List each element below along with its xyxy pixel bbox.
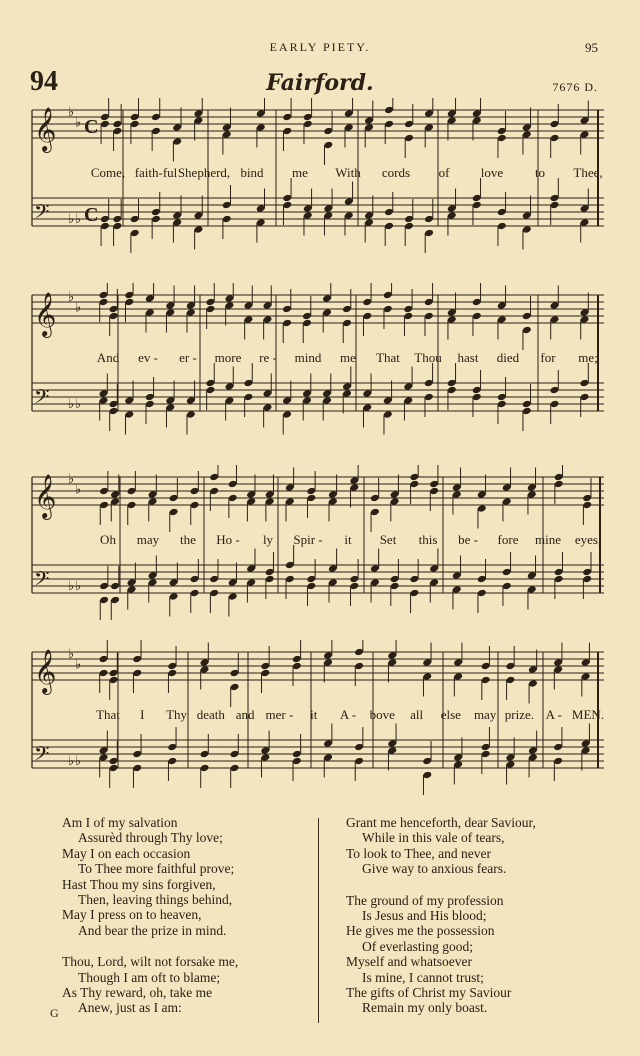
lyric-syllable: me [292, 165, 308, 180]
lyric-syllable: ev - [138, 350, 158, 365]
lyric-syllable: re - [259, 350, 277, 365]
treble-clef-icon: 𝄞 [34, 474, 57, 518]
lyric-syllable: it [310, 707, 318, 722]
flat-icon: ♭ [75, 397, 82, 412]
verse-line: As Thy reward, oh, take me [62, 985, 213, 1001]
lyric-syllable: Oh [100, 532, 116, 547]
lyric-syllable: Thee, [573, 165, 603, 180]
lyric-syllable: me [340, 350, 356, 365]
flat-icon: ♭ [75, 212, 82, 227]
lyric-syllable: Set [379, 532, 397, 547]
lyric-syllable: to [534, 165, 546, 180]
column-divider [318, 818, 319, 1023]
verse-line: Anew, just as I am: [78, 1000, 182, 1016]
lyric-syllable: A - [339, 707, 357, 722]
verse-line: Am I of my salvation [62, 815, 178, 830]
lyric-syllable: Ho - [216, 532, 240, 547]
lyric-syllable: died [496, 350, 520, 365]
flat-icon: ♭ [68, 579, 75, 594]
lyric-syllable: faith-ful [134, 165, 178, 180]
treble-clef-icon: 𝄞 [34, 649, 57, 693]
lyric-syllable: MEN. [571, 707, 605, 722]
lyric-syllable: With [335, 165, 361, 180]
lyric-syllable: be - [458, 532, 478, 547]
hymn-number: 94 [30, 66, 58, 97]
page-number: 95 [585, 40, 598, 55]
lyric-syllable: else [440, 707, 461, 722]
verse-line: Hast Thou my sins forgiven, [62, 876, 216, 892]
lyric-syllable: me; [578, 350, 598, 365]
verse-line: Is Jesus and His blood; [362, 908, 487, 924]
verse-line: Give way to anxious fears. [362, 861, 507, 877]
music-system-4 [28, 640, 608, 795]
lyric-syllable: bind [240, 165, 264, 180]
treble-clef-icon: 𝄞 [34, 292, 57, 336]
verse-line: The ground of my profession [346, 892, 504, 908]
verse-line: While in this vale of tears, [362, 830, 505, 846]
verse-line: To Thee more faithful prove; [78, 861, 235, 877]
verse-line: May I press on to heaven, [62, 907, 202, 923]
flat-icon: ♭ [68, 754, 75, 769]
verse-line: Of everlasting good; [362, 938, 473, 954]
bass-clef-icon: 𝄢 [34, 385, 50, 413]
treble-clef-icon: 𝄞 [34, 107, 57, 151]
verse-line: Though I am oft to blame; [78, 969, 221, 985]
lyric-line [28, 165, 608, 183]
lyric-syllable: hast [457, 350, 479, 365]
flat-icon: ♭ [68, 397, 75, 412]
verses-left-column [62, 815, 238, 1016]
tune-name: Fairford. [266, 70, 374, 96]
lyric-syllable: cords [381, 165, 411, 180]
lyric-syllable: A - [545, 707, 562, 722]
flat-icon: ♭ [75, 482, 82, 498]
lyric-syllable: fore [497, 532, 519, 547]
verse-line: Is mine, I cannot trust; [362, 969, 484, 985]
flat-icon: ♭ [75, 579, 82, 594]
bass-clef-icon: 𝄢 [34, 200, 50, 228]
lyric-syllable: it [344, 532, 352, 547]
verse-line: The gifts of Christ my Saviour [346, 985, 512, 1001]
lyric-line [28, 707, 608, 725]
lyric-syllable: this [418, 532, 438, 547]
lyric-syllable: more [214, 350, 242, 365]
lyric-syllable: bove [369, 707, 395, 722]
music-system-3 [28, 465, 608, 620]
flat-icon: ♭ [68, 290, 75, 305]
printer-signature: G [50, 1006, 59, 1020]
verse-line: Grant me henceforth, dear Saviour, [346, 815, 536, 830]
lyric-syllable: Thou [414, 350, 442, 365]
stanza-gap [62, 938, 238, 954]
verse-line: Assurèd through Thy love; [78, 830, 223, 846]
lyric-syllable: Thy [166, 707, 188, 722]
lyric-syllable: may [473, 707, 497, 722]
lyric-syllable: for [540, 350, 556, 365]
lyric-syllable: death [196, 707, 225, 722]
lyric-line [28, 532, 608, 550]
hymn-meter: 7676 D. [552, 80, 598, 94]
lyric-syllable: er - [179, 350, 197, 365]
common-time-icon: C [84, 116, 99, 138]
verse-line: May I on each occasion [62, 845, 191, 861]
verse-line: Thou, Lord, wilt not forsake me, [62, 954, 239, 970]
verses-right-column [346, 815, 536, 1016]
lyric-syllable: ly [262, 532, 274, 547]
lyric-syllable: Shepherd, [177, 165, 231, 180]
lyric-syllable: I [140, 707, 145, 722]
lyric-syllable: That [96, 707, 120, 722]
flat-icon: ♭ [68, 647, 75, 662]
verse-line: Myself and whatsoever [346, 954, 472, 970]
flat-icon: ♭ [68, 212, 75, 227]
bass-clef-icon: 𝄢 [34, 742, 50, 770]
bass-clef-icon: 𝄢 [34, 567, 50, 595]
lyric-syllable: mind [294, 350, 322, 365]
music-system-1 [28, 98, 608, 253]
common-time-icon: C [84, 204, 99, 226]
music-system-2 [28, 283, 608, 438]
lyric-syllable: And [96, 350, 120, 365]
flat-icon: ♭ [75, 754, 82, 769]
lyric-syllable: may [136, 532, 160, 547]
flat-icon: ♭ [75, 657, 82, 673]
lyric-syllable: Spir - [293, 532, 323, 547]
verse-line: And bear the prize in mind. [78, 922, 227, 938]
lyric-syllable: mer - [265, 707, 294, 722]
lyric-syllable: prize. [504, 707, 535, 722]
flat-icon: ♭ [68, 472, 75, 487]
lyric-syllable: eyes, [574, 532, 602, 547]
lyric-syllable: the [180, 532, 196, 547]
verse-line: Remain my only boast. [362, 1000, 488, 1016]
flat-icon: ♭ [75, 300, 82, 316]
flat-icon: ♭ [75, 115, 82, 131]
lyric-syllable: all [410, 707, 424, 722]
lyric-syllable: mine [535, 532, 561, 547]
lyric-syllable: Come, [90, 165, 126, 180]
flat-icon: ♭ [68, 105, 75, 120]
section-header: EARLY PIETY. [269, 40, 371, 54]
lyric-syllable: That [376, 350, 400, 365]
lyric-line [28, 350, 608, 368]
lyric-syllable: and [235, 707, 255, 722]
verse-line: Then, leaving things behind, [78, 892, 233, 908]
verse-line: To look to Thee, and never [346, 845, 492, 861]
stanza-gap [346, 877, 536, 893]
lyric-syllable: love [480, 165, 504, 180]
verse-line: He gives me the possession [346, 923, 495, 939]
lyric-syllable: of [438, 165, 450, 180]
